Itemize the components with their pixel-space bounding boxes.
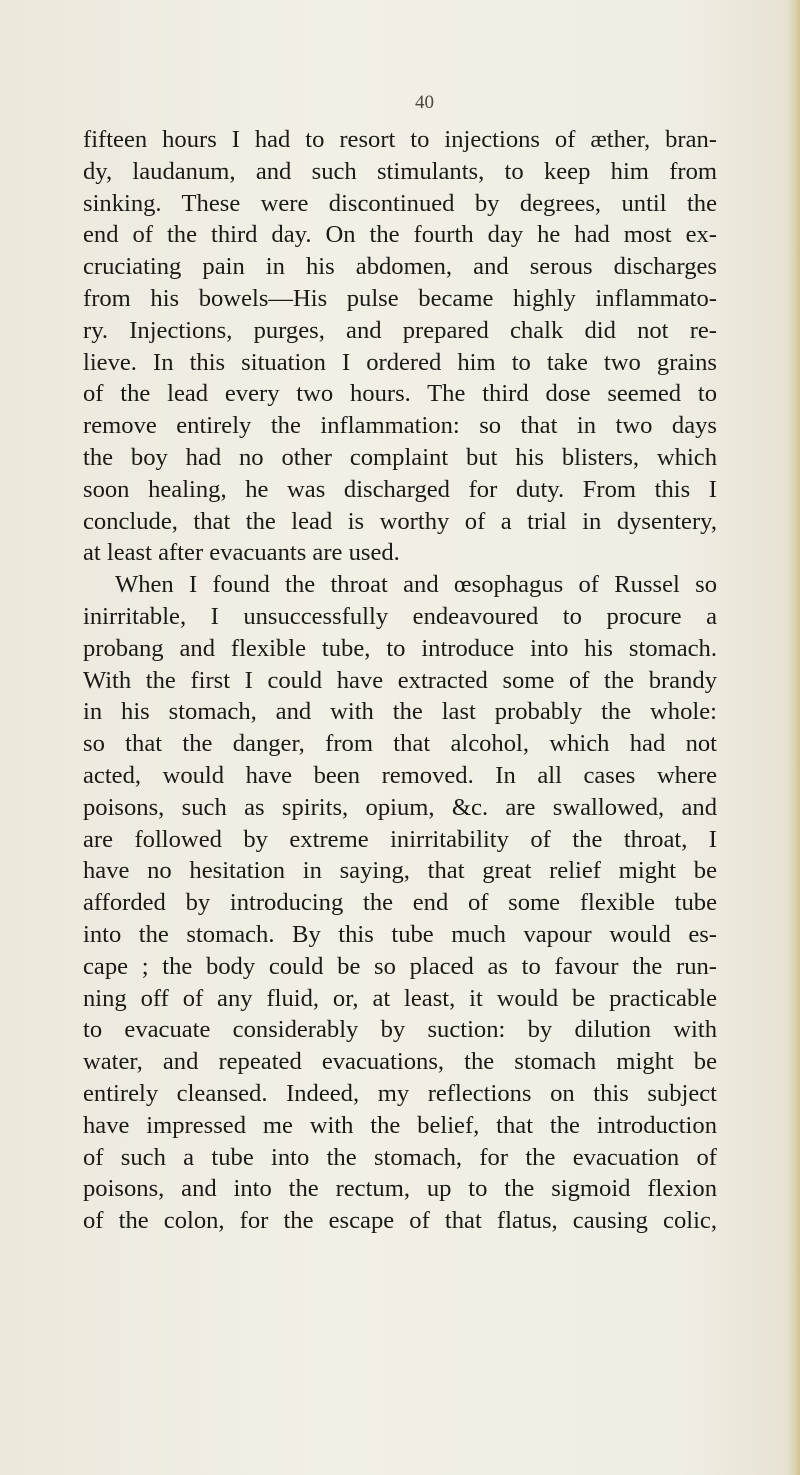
text-line: cape ; the body could be so placed as to favour the run- — [83, 952, 717, 980]
body-text — [83, 124, 717, 1237]
text-line: of such a tube into the stomach, for the evacuation of — [83, 1143, 717, 1171]
text-line: of the colon, for the escape of that flatus, causing colic, — [83, 1207, 717, 1235]
text-line: poisons, and into the rectum, up to the sigmoid flexion — [83, 1175, 717, 1203]
page-number: 40 — [415, 92, 434, 113]
text-line: fifteen hours I had to resort to injections of æther, bran- — [83, 126, 717, 153]
text-line: afforded by introducing the end of some flexible tube — [83, 889, 717, 917]
text-line: ning off of any fluid, or, at least, it would be practicable — [83, 984, 717, 1012]
text-line: so that the danger, from that alcohol, which had not — [83, 730, 717, 758]
text-line: lieve. In this situation I ordered him to take two grains — [83, 348, 717, 376]
text-line: the boy had no other complaint but his blisters, which — [83, 443, 717, 471]
text-line: of the lead every two hours. The third dose seemed to — [83, 380, 717, 408]
text-line: sinking. These were discontinued by degrees, until the — [83, 189, 717, 217]
text-line: dy, laudanum, and such stimulants, to keep him from — [83, 157, 717, 185]
text-line: ry. Injections, purges, and prepared chalk did not re- — [83, 316, 717, 344]
text-line: cruciating pain in his abdomen, and serous discharges — [83, 253, 717, 281]
text-line: probang and flexible tube, to introduce into his stomach. — [83, 634, 717, 662]
text-line: are followed by extreme inirritability of the throat, I — [83, 825, 717, 853]
text-line: With the first I could have extracted some of the brandy — [83, 666, 717, 694]
text-line: in his stomach, and with the last probably the whole: — [83, 698, 717, 726]
text-line: water, and repeated evacuations, the stomach might be — [83, 1048, 717, 1076]
text-line: to evacuate considerably by suction: by dilution with — [83, 1016, 717, 1044]
text-line: into the stomach. By this tube much vapour would es- — [83, 920, 717, 948]
text-line: at least after evacuants are used. — [83, 539, 400, 567]
text-line: have no hesitation in saying, that great relief might be — [83, 857, 717, 885]
text-line: inirritable, I unsuccessfully endeavoured to procure a — [83, 602, 717, 630]
text-line: When I found the throat and œsophagus of Russel so — [115, 571, 717, 599]
text-line: have impressed me with the belief, that the introduction — [83, 1111, 717, 1139]
text-line: acted, would have been removed. In all cases where — [83, 761, 717, 789]
text-line: entirely cleansed. Indeed, my reflections on this subject — [83, 1079, 717, 1107]
text-line: conclude, that the lead is worthy of a trial in dysentery, — [83, 507, 717, 535]
text-line: end of the third day. On the fourth day he had most ex- — [83, 221, 717, 249]
text-line: from his bowels—His pulse became highly inflammato- — [83, 284, 717, 312]
text-line: poisons, such as spirits, opium, &c. are swallowed, and — [83, 793, 717, 821]
text-line: soon healing, he was discharged for duty. From this I — [83, 475, 717, 503]
text-line: remove entirely the inflammation: so that in two days — [83, 412, 717, 440]
page-edge-shadow — [786, 0, 800, 1475]
